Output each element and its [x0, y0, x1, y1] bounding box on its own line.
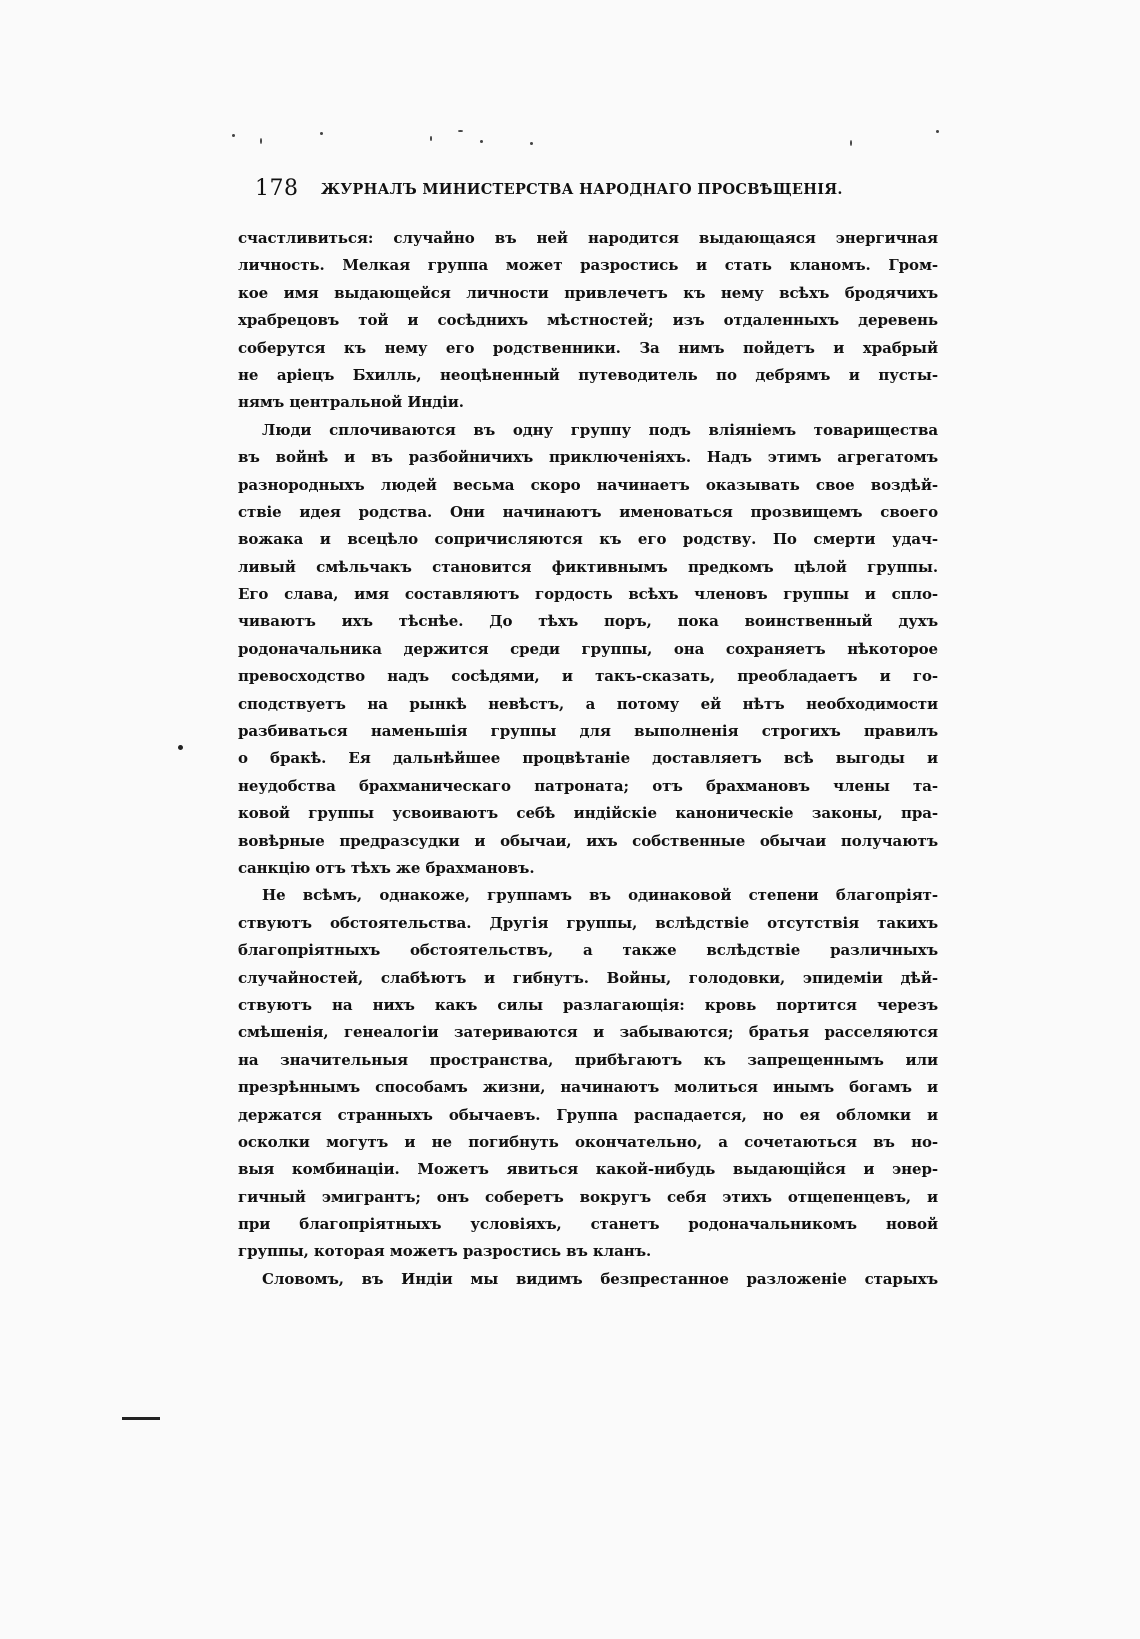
margin-ink-dash — [122, 1417, 160, 1420]
body-text — [238, 225, 938, 1293]
margin-ink-dot — [178, 745, 183, 750]
text-line: санкцію отъ тѣхъ же брахмановъ. — [238, 858, 535, 877]
text-line: храбрецовъ той и сосѣднихъ мѣстностей; изъ отдаленныхъ деревень — [238, 311, 938, 330]
text-line: кое имя выдающейся личности привлечетъ къ нему всѣхъ бродячихъ — [238, 283, 938, 302]
scan-specks — [230, 130, 950, 150]
text-line: соберутся къ нему его родственники. За нимъ пойдетъ и храбрый — [238, 338, 938, 357]
text-line: благопріятныхъ обстоятельствъ, а также вслѣдствіе различныхъ — [238, 941, 938, 960]
page-number: 178 — [255, 176, 299, 201]
text-line: вожака и всецѣло сопричисляются къ его родству. По смерти удач- — [238, 530, 938, 549]
text-line: вовѣрные предразсудки и обычаи, ихъ собственные обычаи получаютъ — [238, 831, 938, 850]
text-line: о бракѣ. Ея дальнѣйшее процвѣтаніе доставляетъ всѣ выгоды и — [238, 749, 938, 768]
text-line: Люди сплочиваются въ одну группу подъ вліяніемъ товарищества — [262, 420, 938, 439]
text-line: случайностей, слабѣютъ и гибнутъ. Войны, голодовки, эпидеміи дѣй- — [238, 968, 938, 987]
page-header — [255, 176, 903, 216]
text-line: въ войнѣ и въ разбойничихъ приключеніяхъ. Надъ этимъ агрегатомъ — [238, 448, 938, 467]
text-line: ствуютъ на нихъ какъ силы разлагающія: кровь портится черезъ — [238, 995, 938, 1014]
text-line: держатся странныхъ обычаевъ. Группа распадается, но ея обломки и — [238, 1105, 938, 1124]
text-line: на значительныя пространства, прибѣгаютъ къ запрещеннымъ или — [238, 1050, 938, 1069]
text-line: при благопріятныхъ условіяхъ, станетъ родоначальникомъ новой — [238, 1215, 938, 1234]
text-line: осколки могутъ и не погибнуть окончательно, а сочетаються въ но- — [238, 1132, 938, 1151]
text-line: личность. Мелкая группа может разростись и стать кланомъ. Гром- — [238, 256, 938, 275]
text-line: Не всѣмъ, однакоже, группамъ въ одинаковой степени благопріят- — [262, 886, 938, 905]
text-line: гичный эмигрантъ; онъ соберетъ вокругъ себя этихъ отщепенцевъ, и — [238, 1187, 938, 1206]
running-title: ЖУРНАЛЪ МИНИСТЕРСТВА НАРОДНАГО ПРОСВѢЩЕНІЯ. — [321, 181, 843, 198]
text-line: ливый смѣльчакъ становится фиктивнымъ предкомъ цѣлой группы. — [238, 557, 938, 576]
text-line: разбиваться наменьшія группы для выполненія строгихъ правилъ — [238, 722, 938, 741]
text-line: чиваютъ ихъ тѣснѣе. До тѣхъ поръ, пока воинственный духъ — [238, 612, 938, 631]
text-line: группы, которая можетъ разростись въ кланъ. — [238, 1242, 652, 1261]
text-line: не аріецъ Бхилль, неоцѣненный путеводитель по дебрямъ и пусты- — [238, 365, 938, 384]
text-line: превосходство надъ сосѣдями, и такъ-сказать, преобладаетъ и го- — [238, 667, 938, 686]
text-line: Его слава, имя составляютъ гордость всѣхъ членовъ группы и спло- — [238, 585, 938, 604]
text-line: ковой группы усвоиваютъ себѣ индійскіе каноническіе законы, пра- — [238, 804, 938, 823]
text-line: неудобства брахманическаго патроната; отъ брахмановъ члены та- — [238, 776, 938, 795]
text-line: ствуютъ обстоятельства. Другія группы, вслѣдствіе отсутствія такихъ — [238, 913, 938, 932]
text-line: сподствуетъ на рынкѣ невѣстъ, а потому ей нѣтъ необходимости — [238, 694, 938, 713]
text-line: Словомъ, въ Индіи мы видимъ безпрестанное разложеніе старыхъ — [262, 1269, 938, 1288]
text-line: ствіе идея родства. Они начинаютъ именоваться прозвищемъ своего — [238, 502, 938, 521]
text-line: выя комбинаціи. Можетъ явиться какой-нибудь выдающійся и энер- — [238, 1160, 938, 1179]
text-line: смѣшенія, генеалогіи затериваются и забываются; братья расселяются — [238, 1023, 938, 1042]
text-line: счастливиться: случайно въ ней народится выдающаяся энергичная — [238, 229, 938, 247]
text-line: родоначальника держится среди группы, она сохраняетъ нѣкоторое — [238, 639, 938, 658]
text-line: разнородныхъ людей весьма скоро начинаетъ оказывать свое воздѣй- — [238, 475, 938, 494]
text-line: презрѣннымъ способамъ жизни, начинаютъ молиться инымъ богамъ и — [238, 1078, 938, 1097]
text-line: нямъ центральной Индіи. — [238, 393, 464, 412]
